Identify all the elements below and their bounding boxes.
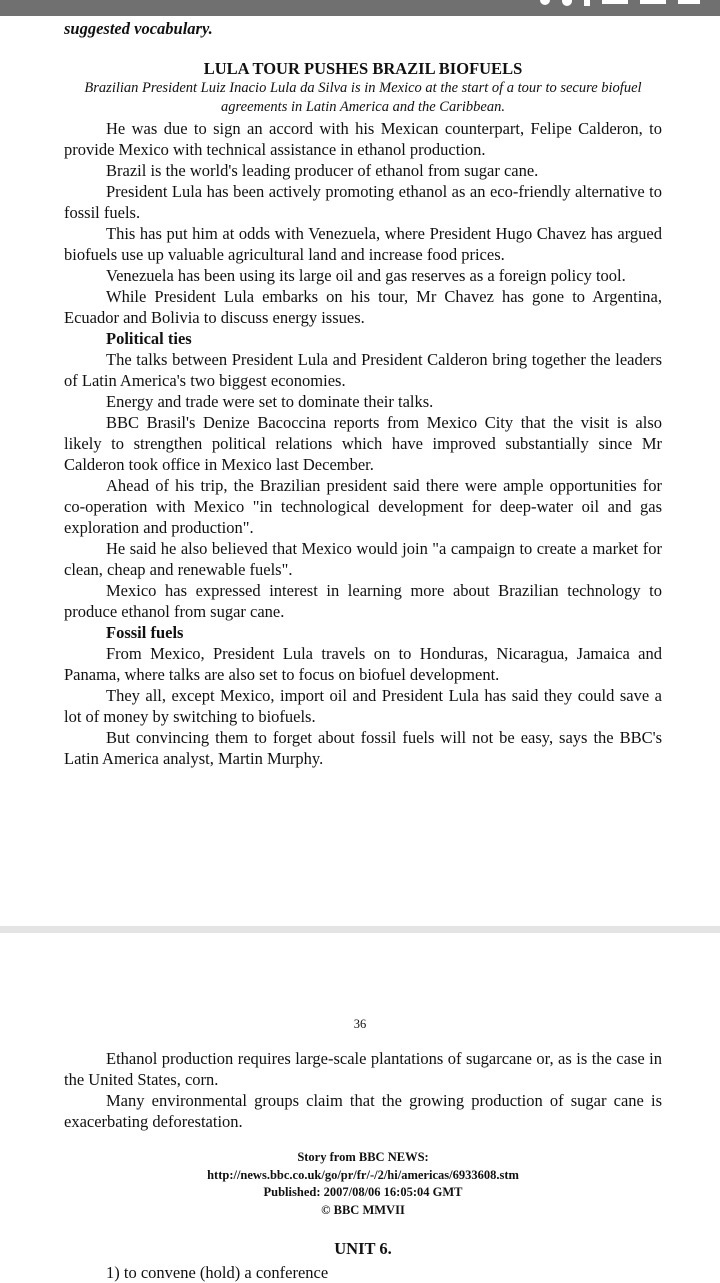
- copyright: © BBC MMVII: [321, 1202, 405, 1217]
- source-url: http://news.bbc.co.uk/go/pr/fr/-/2/hi/americas/6933608.stm: [207, 1167, 519, 1182]
- page-number: 36: [353, 1017, 367, 1031]
- vocab-item: 1) to convene (hold) a conference: [106, 1263, 329, 1282]
- alarm-icon: [540, 0, 550, 5]
- article-paragraph: From Mexico, President Lula travels on to Honduras, Nicaragua, Jamaica and Panama, where talks are also set to focus on biofuel development.: [64, 644, 662, 684]
- section-heading: Fossil fuels: [106, 623, 184, 642]
- credit-line: Story from BBC NEWS:: [297, 1150, 429, 1164]
- published-date: Published: 2007/08/06 16:05:04 GMT: [263, 1185, 463, 1199]
- intro-text: suggested vocabulary.: [64, 19, 213, 38]
- status-bar: [0, 0, 720, 16]
- article-paragraph: Many environmental groups claim that the growing production of sugar cane is exacerbating deforestation.: [64, 1091, 662, 1131]
- wifi-icon: [584, 0, 590, 6]
- article-paragraph: President Lula has been actively promoting ethanol as an eco-friendly alternative to fossil fuels.: [64, 182, 662, 222]
- article-headline: LULA TOUR PUSHES BRAZIL BIOFUELS: [203, 59, 523, 78]
- source-credits: [64, 1149, 662, 1219]
- status-icons: [540, 0, 700, 16]
- signal-icon-2: [640, 0, 666, 4]
- article-paragraph: But convincing them to forget about fossil fuels will not be easy, says the BBC's Latin America analyst, Martin Murphy.: [64, 728, 662, 768]
- article-paragraph: They all, except Mexico, import oil and President Lula has said they could save a lot of money by switching to biofuels.: [64, 686, 662, 726]
- article-paragraph: He was due to sign an accord with his Mexican counterpart, Felipe Calderon, to provide Mexico with technical assistance in ethanol production.: [64, 119, 662, 159]
- sync-icon: [562, 0, 572, 6]
- page-separator: [0, 926, 720, 933]
- battery-icon: [678, 0, 700, 4]
- article-paragraph: BBC Brasil's Denize Bacoccina reports from Mexico City that the visit is also likely to strengthen political relations which have improved substantially since Mr Calderon took office in Mexico last December.: [64, 413, 662, 474]
- section-heading: Political ties: [106, 329, 192, 348]
- article-paragraph: This has put him at odds with Venezuela, where President Hugo Chavez has argued biofuels use up valuable agricultural land and increase food prices.: [64, 224, 662, 264]
- article-lead: Brazilian President Luiz Inacio Lula da Silva is in Mexico at the start of a tour to secure biofuel agreements in Latin America and the Caribbean.: [84, 80, 642, 115]
- document-page-1: [64, 17, 662, 769]
- article-paragraph: The talks between President Lula and President Calderon bring together the leaders of Latin America's two biggest economies.: [64, 350, 662, 390]
- unit-title: UNIT 6.: [334, 1239, 392, 1258]
- article-paragraph: He said he also believed that Mexico would join "a campaign to create a market for clean, cheap and renewable fuels".: [64, 539, 662, 579]
- article-paragraph: Energy and trade were set to dominate their talks.: [106, 392, 434, 411]
- article-paragraph: Ethanol production requires large-scale plantations of sugarcane or, as is the case in the United States, corn.: [64, 1049, 662, 1089]
- article-paragraph: While President Lula embarks on his tour, Mr Chavez has gone to Argentina, Ecuador and Bolivia to discuss energy issues.: [64, 287, 662, 327]
- article-paragraph: Mexico has expressed interest in learning more about Brazilian technology to produce ethanol from sugar cane.: [64, 581, 662, 621]
- article-paragraph: Brazil is the world's leading producer of ethanol from sugar cane.: [106, 161, 539, 180]
- document-page-2: [64, 1048, 662, 1283]
- article-paragraph: Venezuela has been using its large oil and gas reserves as a foreign policy tool.: [106, 266, 626, 285]
- article-paragraph: Ahead of his trip, the Brazilian president said there were ample opportunities for co-operation with Mexico "in technological development for deep-water oil and gas exploration and production".: [64, 476, 662, 537]
- signal-icon-1: [602, 0, 628, 4]
